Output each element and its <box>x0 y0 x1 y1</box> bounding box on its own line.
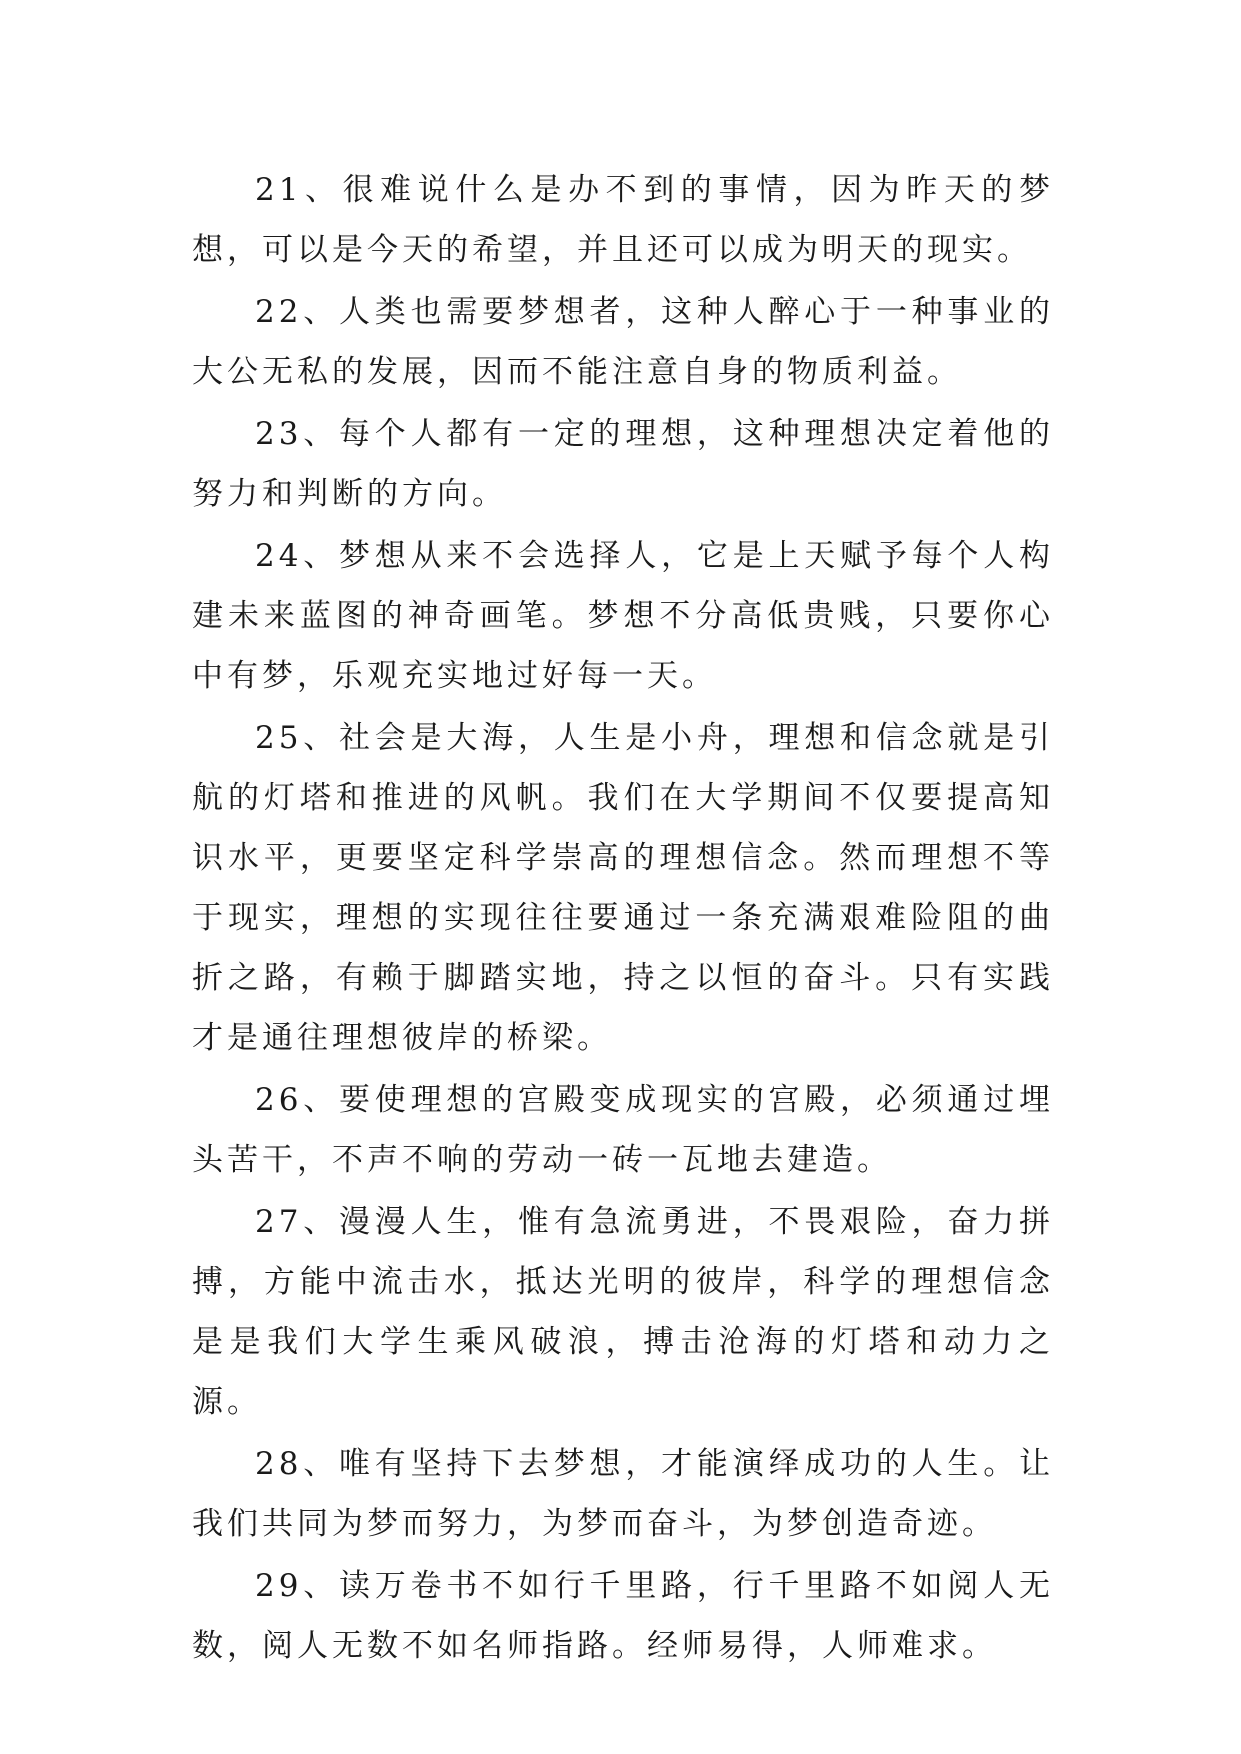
paragraph-27: 27、漫漫人生，惟有急流勇进，不畏艰险，奋力拼搏，方能中流击水，抵达光明的彼岸，科学的理想信念是是我们大学生乘风破浪，搏击沧海的灯塔和动力之源。 <box>192 1204 1054 1420</box>
paragraph-23: 23、每个人都有一定的理想，这种理想决定着他的努力和判断的方向。 <box>192 416 1054 512</box>
paragraph-26: 26、要使理想的宫殿变成现实的宫殿，必须通过埋头苦干，不声不响的劳动一砖一瓦地去建造。 <box>192 1082 1054 1178</box>
paragraph-25: 25、社会是大海，人生是小舟，理想和信念就是引航的灯塔和推进的风帆。我们在大学期间不仅要提高知识水平，更要坚定科学崇高的理想信念。然而理想不等于现实，理想的实现往往要通过一条充满艰难险阻的曲折之路，有赖于脚踏实地，持之以恒的奋斗。只有实践才是通往理想彼岸的桥梁。 <box>192 720 1054 1056</box>
paragraph-24: 24、梦想从来不会选择人，它是上天赋予每个人构建未来蓝图的神奇画笔。梦想不分高低贵贱，只要你心中有梦，乐观充实地过好每一天。 <box>192 538 1054 694</box>
paragraph-21: 21、很难说什么是办不到的事情，因为昨天的梦想，可以是今天的希望，并且还可以成为明天的现实。 <box>192 172 1054 268</box>
paragraph-22: 22、人类也需要梦想者，这种人醉心于一种事业的大公无私的发展，因而不能注意自身的物质利益。 <box>192 294 1054 390</box>
document-body <box>192 160 1054 1676</box>
paragraph-28: 28、唯有坚持下去梦想，才能演绎成功的人生。让我们共同为梦而努力，为梦而奋斗，为梦创造奇迹。 <box>192 1446 1054 1542</box>
paragraph-29: 29、读万卷书不如行千里路，行千里路不如阅人无数，阅人无数不如名师指路。经师易得，人师难求。 <box>192 1568 1054 1664</box>
